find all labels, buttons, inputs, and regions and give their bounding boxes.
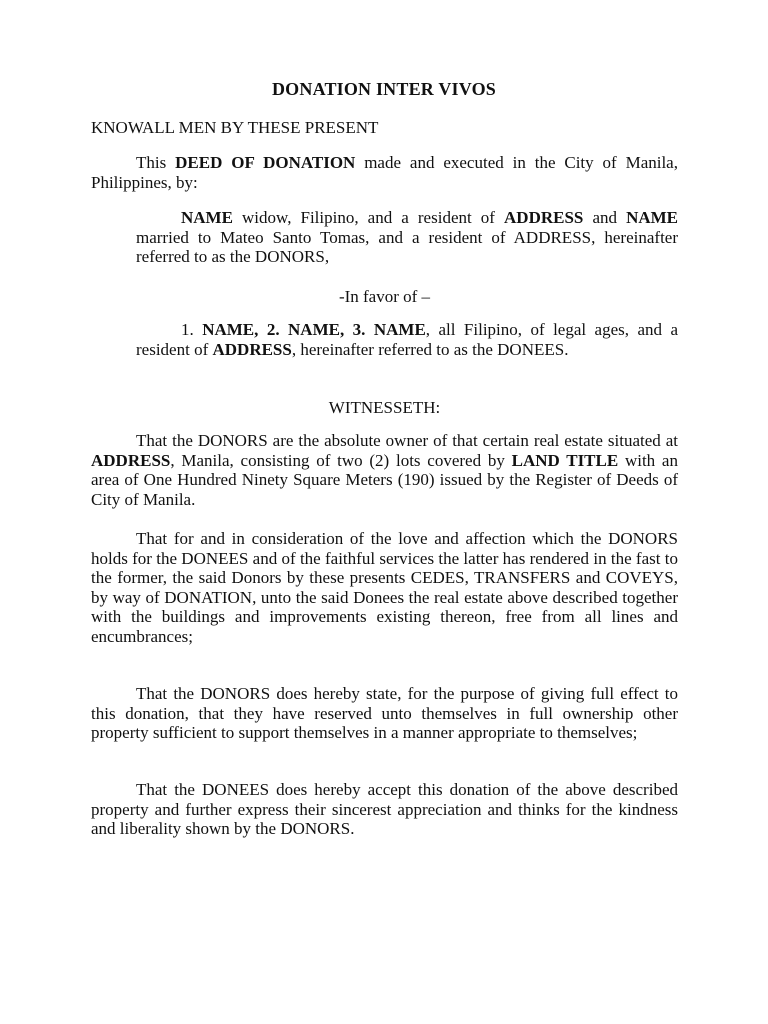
donors-text-1: widow, Filipino, and a resident of xyxy=(232,208,505,227)
reservation-paragraph: That the DONORS does hereby state, for the purpose of giving full effect to this donation, that they have reserved unto themselves in full ownership other property sufficient to support themselves in a manner appropriate to themselves; xyxy=(91,684,678,743)
property-address: ADDRESS xyxy=(91,450,171,470)
donees-text-1: 1. xyxy=(181,320,203,339)
donors-text-3: married to Mateo Santo Tomas, and a resident of ADDRESS, hereinafter referred to as the DONORS, xyxy=(136,227,678,267)
ownership-text-2: , Manila, consisting of two (2) lots covered by xyxy=(170,450,512,470)
deed-of-donation-label: DEED OF DONATION xyxy=(175,153,356,172)
acceptance-paragraph: That the DONEES does hereby accept this donation of the above described property and further express their sincerest appreciation and thinks for the kindness and liberality shown by the DONORS. xyxy=(91,780,678,839)
donor-address-1: ADDRESS xyxy=(504,208,584,227)
salutation-line: KNOWALL MEN BY THESE PRESENT xyxy=(91,118,379,137)
land-title-label: LAND TITLE xyxy=(511,450,619,470)
witnesseth-heading: WITNESSETH: xyxy=(328,398,441,417)
donors-paragraph xyxy=(136,208,678,267)
donors-text-2: and xyxy=(583,208,627,227)
document-title: DONATION INTER VIVOS xyxy=(271,79,497,99)
ownership-text-3: with an area of One Hundred Ninety Square Meters (190) issued by the Register of Deeds of City of Manila. xyxy=(91,450,678,509)
donees-text-2: , all Filipino, of legal ages, and a resident of xyxy=(136,320,678,359)
donee-address: ADDRESS xyxy=(212,339,292,359)
intro-text-2: made and executed in the City of Manila, Philippines, by: xyxy=(91,153,678,192)
intro-paragraph xyxy=(91,153,678,192)
ownership-paragraph xyxy=(91,431,678,509)
donor-name-2: NAME xyxy=(626,208,679,227)
in-favor-of-line: -In favor of – xyxy=(338,287,431,306)
ownership-text-1: That the DONORS are the absolute owner of that certain real estate situated at xyxy=(136,431,678,450)
consideration-paragraph: That for and in consideration of the love and affection which the DONORS holds for the DONEES and of the faithful services the latter has rendered in the fast to the former, the said Donors by these presents CEDES, TRANSFERS and COVEYS, by way of DONATION, unto the said Donees the real estate above described together with the buildings and improvements existing thereon, free from all lines and encumbrances; xyxy=(91,529,678,646)
intro-text-1: This xyxy=(136,153,176,172)
donor-name-1: NAME xyxy=(181,208,233,227)
donees-text-3: , hereinafter referred to as the DONEES. xyxy=(291,339,569,359)
donee-names: NAME, 2. NAME, 3. NAME xyxy=(202,320,426,339)
donees-paragraph xyxy=(136,320,678,359)
